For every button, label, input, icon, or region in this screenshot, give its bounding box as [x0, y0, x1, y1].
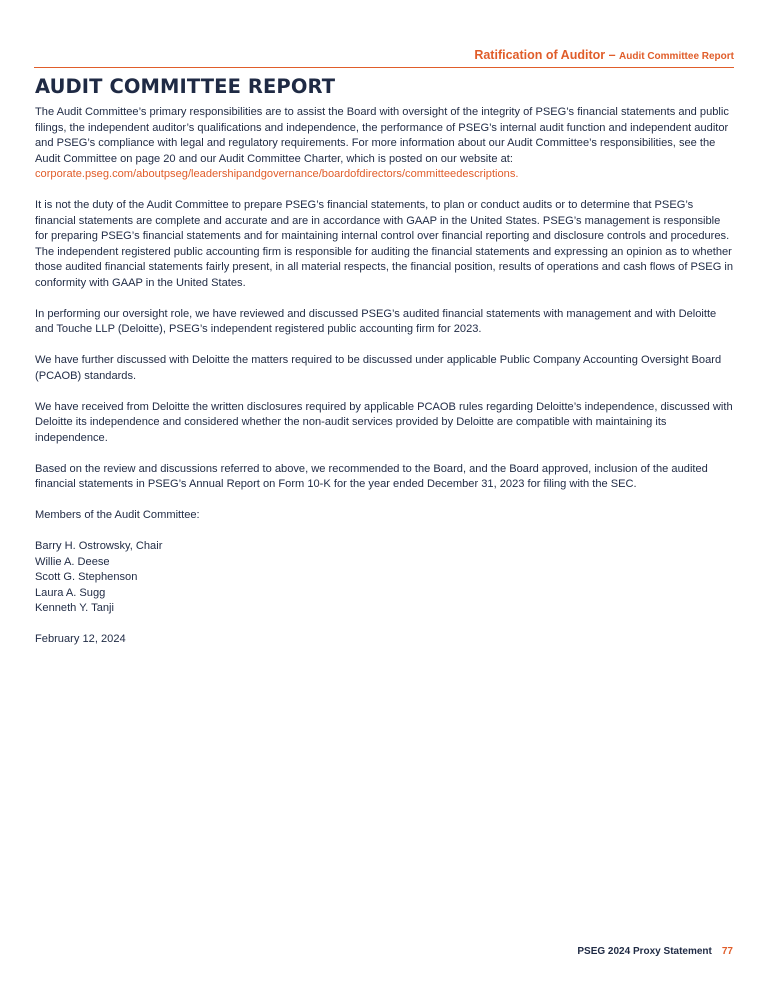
page-number: 77	[721, 946, 733, 957]
member-name: Kenneth Y. Tanji	[35, 602, 114, 614]
paragraph-responsibilities	[35, 105, 734, 183]
document-title: PSEG 2024 Proxy Statement	[577, 946, 712, 957]
member-name: Willie A. Deese	[35, 555, 110, 568]
paragraph-duties: It is not the duty of the Audit Committee to prepare PSEG’s financial statements, to plan or conduct audits or to determine that PSEG’s financial statements are complete and accurate and are in accordance with GAAP in the United States. PSEG’s management is responsible for preparing PSEG’s financial statements and for maintaining internal control over financial reporting and disclosure controls and procedures. The independent registered public accounting firm is responsible for auditing the financial statements and expressing an opinion as to whether those audited financial statements fairly present, in all material respects, the financial position, results of operations and cash flows of PSEG in conformity with GAAP in the United States.	[35, 199, 734, 289]
paragraph-text: The Audit Committee’s primary responsibilities are to assist the Board with oversight of the integrity of PSEG’s financial statements and public filings, the independent auditor’s qualifications and independence, the performance of PSEG’s internal audit function and independent auditor and PSEG’s compliance with legal and regulatory requirements. For more information about our Audit Committee’s responsibilities, see the Audit Committee on page 20 and our Audit Committee Charter, which is posted on our website at:	[35, 106, 729, 165]
page-header	[34, 46, 734, 68]
members-list	[35, 539, 734, 617]
paragraph-oversight: In performing our oversight role, we have reviewed and discussed PSEG’s audited financial statements with management and with Deloitte and Touche LLP (Deloitte), PSEG’s independent registered public accounting firm for 2023.	[35, 307, 717, 335]
paragraph-independence: We have received from Deloitte the written disclosures required by applicable PCAOB rules regarding Deloitte’s independence, discussed with Deloitte its independence and considered whether the non-audit services provided by Deloitte are compatible with maintaining its independence.	[35, 400, 733, 444]
member-name: Barry H. Ostrowsky, Chair	[35, 540, 163, 552]
report-content	[35, 75, 734, 663]
committee-descriptions-link[interactable]: corporate.pseg.com/aboutpseg/leadershipandgovernance/boardofdirectors/committeedescriptions.	[35, 168, 519, 180]
subsection-title: Audit Committee Report	[619, 51, 734, 62]
section-title: Ratification of Auditor –	[474, 48, 619, 62]
paragraph-recommendation: Based on the review and discussions referred to above, we recommended to the Board, and the Board approved, inclusion of the audited financial statements in PSEG’s Annual Report on Form 10-K for the year ended December 31, 2023 for filing with the SEC.	[35, 462, 708, 490]
paragraph-pcaob-discussion: We have further discussed with Deloitte the matters required to be discussed under applicable Public Company Accounting Oversight Board (PCAOB) standards.	[35, 354, 722, 382]
page-title: AUDIT COMMITTEE REPORT	[35, 75, 336, 98]
member-name: Scott G. Stephenson	[35, 571, 138, 583]
page-footer	[577, 946, 733, 957]
report-date: February 12, 2024	[35, 633, 126, 645]
members-intro: Members of the Audit Committee:	[35, 509, 200, 521]
member-name: Laura A. Sugg	[35, 586, 106, 599]
